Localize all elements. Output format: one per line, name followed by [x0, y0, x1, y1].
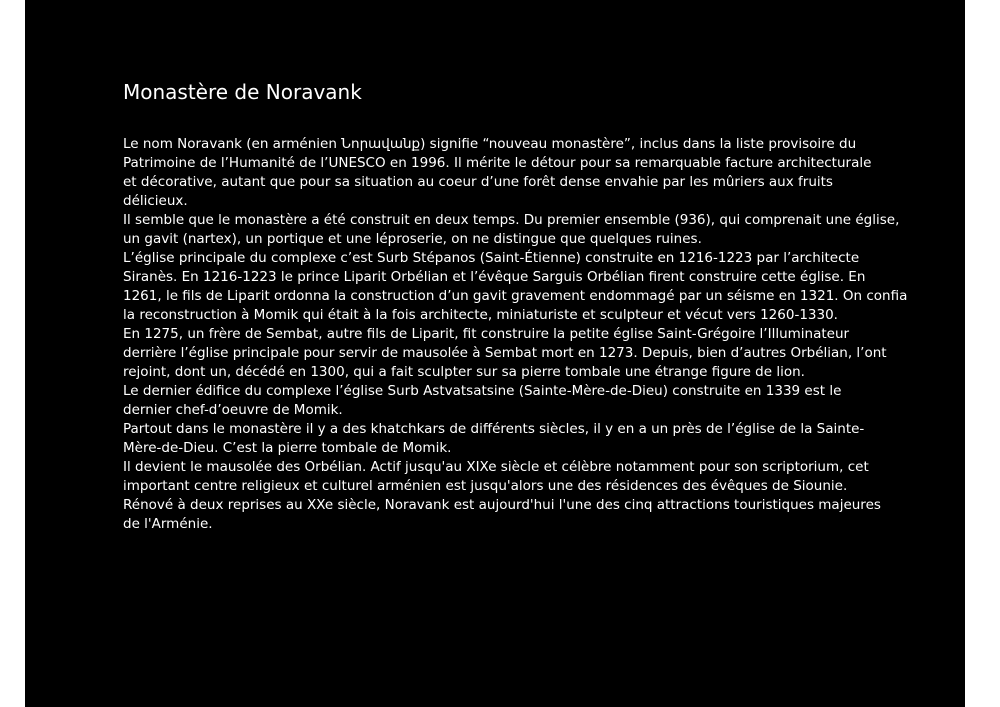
text-line: un gavit (nartex), un portique et une léproserie, on ne distingue que quelques ruines.: [123, 231, 702, 247]
text-line: rejoint, dont un, décédé en 1300, qui a fait sculpter sur sa pierre tombale une étrange figure de lion.: [123, 364, 805, 380]
text-line: Rénové à deux reprises au XXe siècle, Noravank est aujourd'hui l'une des cinq attractions touristiques majeures: [123, 497, 881, 513]
text-line: délicieux.: [123, 193, 188, 209]
slide-page: [25, 0, 965, 707]
text-line: derrière l’église principale pour servir de mausolée à Sembat mort en 1273. Depuis, bien d’autres Orbélian, l’ont: [123, 345, 887, 361]
text-line: Partout dans le monastère il y a des khatchkars de différents siècles, il y en a un près de l’église de la Sainte-: [123, 421, 865, 437]
page-title: Monastère de Noravank: [123, 80, 362, 104]
text-line: Il semble que le monastère a été construit en deux temps. Du premier ensemble (936), qui comprenait une église,: [123, 212, 900, 228]
text-line: Le dernier édifice du complexe l’église Surb Astvatsatsine (Sainte-Mère-de-Dieu) construite en 1339 est le: [123, 383, 842, 399]
body-text: [123, 135, 923, 534]
text-line: Siranès. En 1216-1223 le prince Liparit Orbélian et l’évêque Sarguis Orbélian firent construire cette église. En: [123, 269, 866, 285]
text-line: Le nom Noravank (en arménien Նորավանք) signifie “nouveau monastère”, inclus dans la liste provisoire du: [123, 136, 857, 152]
text-line: de l'Arménie.: [123, 516, 213, 532]
text-line: Patrimoine de l’Humanité de l’UNESCO en 1996. Il mérite le détour pour sa remarquable facture architecturale: [123, 155, 872, 171]
text-line: la reconstruction à Momik qui était à la fois architecte, miniaturiste et sculpteur et vécut vers 1260-1330.: [123, 307, 838, 323]
text-line: En 1275, un frère de Sembat, autre fils de Liparit, fit construire la petite église Saint-Grégoire l’Illuminateur: [123, 326, 850, 342]
text-line: Mère-de-Dieu. C’est la pierre tombale de Momik.: [123, 440, 452, 456]
text-line: et décorative, autant que pour sa situation au coeur d’une forêt dense envahie par les mûriers aux fruits: [123, 174, 833, 190]
text-line: important centre religieux et culturel arménien est jusqu'alors une des résidences des évêques de Siounie.: [123, 478, 848, 494]
text-line: Il devient le mausolée des Orbélian. Actif jusqu'au XIXe siècle et célèbre notamment pour son scriptorium, cet: [123, 459, 869, 475]
text-line: dernier chef-d’oeuvre de Momik.: [123, 402, 343, 418]
text-line: 1261, le fils de Liparit ordonna la construction d’un gavit gravement endommagé par un séisme en 1321. On confia: [123, 288, 908, 304]
text-line: L’église principale du complexe c’est Surb Stépanos (Saint-Étienne) construite en 1216-1223 par l’architecte: [123, 250, 860, 266]
